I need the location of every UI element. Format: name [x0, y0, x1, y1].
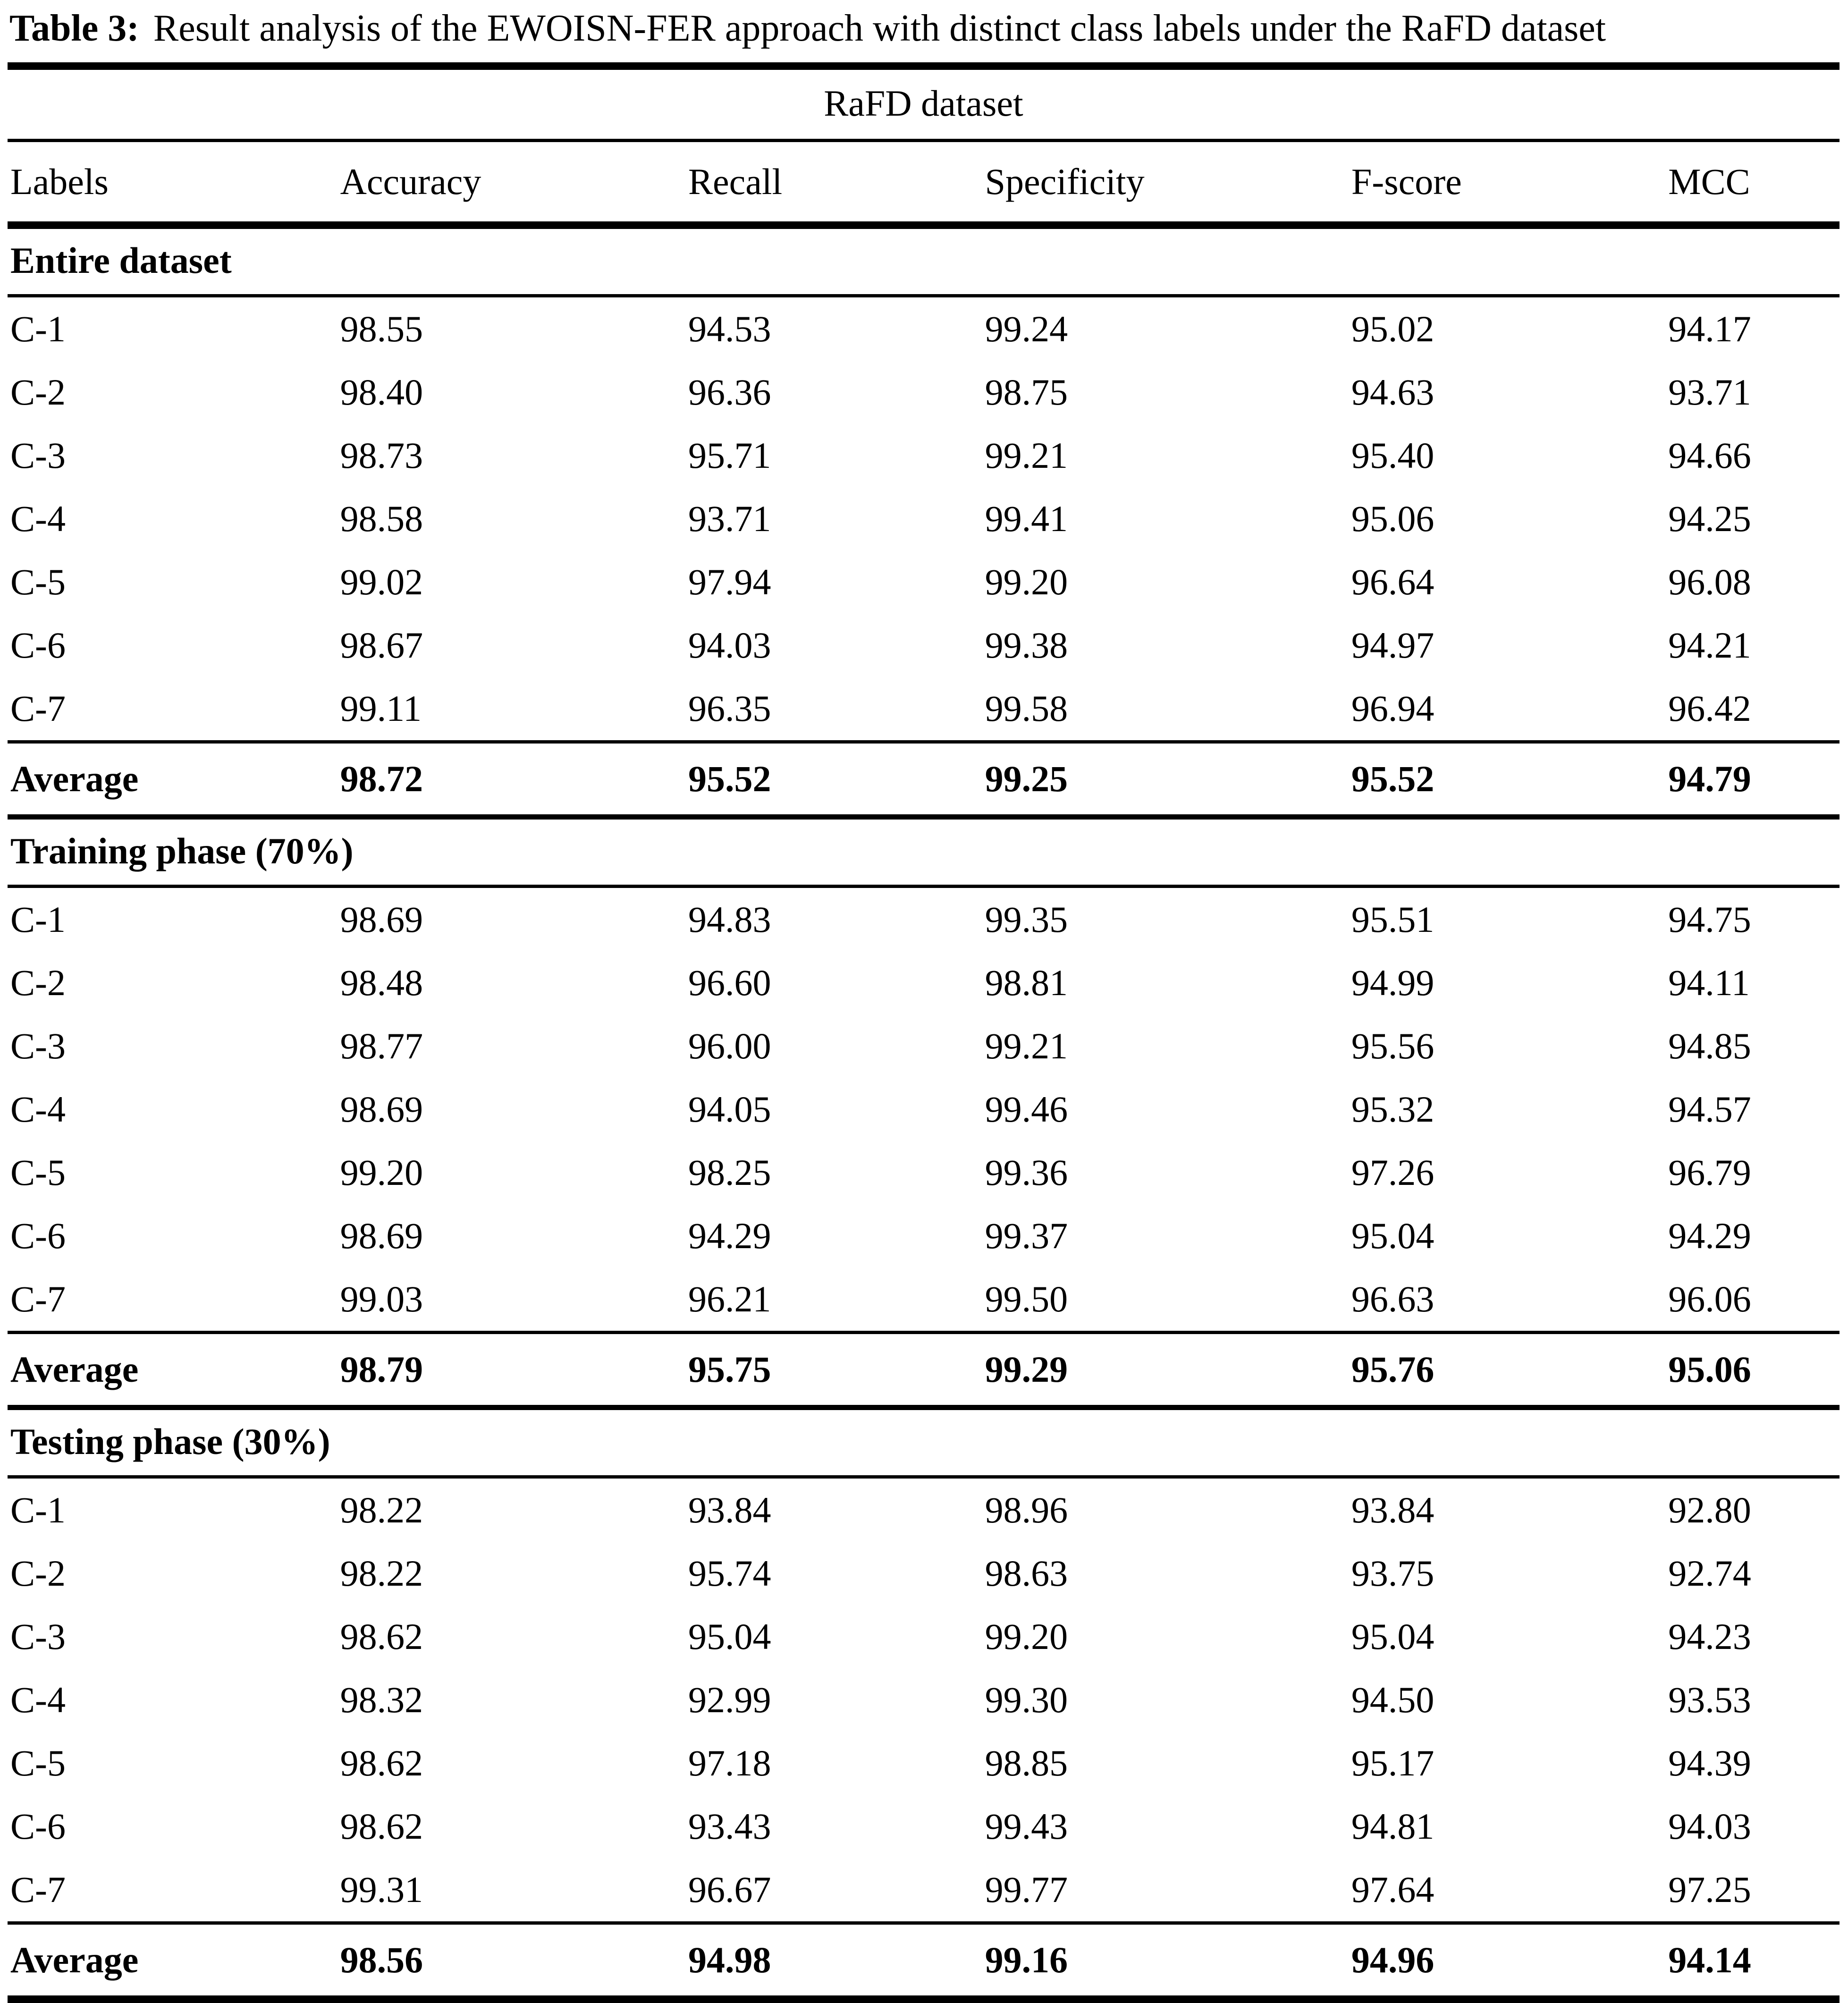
- row-label: C-6: [10, 625, 66, 666]
- cell-fscore: 94.50: [1351, 1679, 1435, 1720]
- cell-recall: 95.75: [688, 1349, 771, 1390]
- cell-specificity: 98.81: [985, 962, 1068, 1003]
- cell-recall: 96.67: [688, 1869, 771, 1910]
- cell-fscore: 95.04: [1351, 1616, 1435, 1657]
- cell-fscore: 95.76: [1351, 1349, 1435, 1390]
- table-row: [8, 1014, 1840, 1078]
- cell-fscore: 95.52: [1351, 758, 1435, 799]
- cell-mcc: 92.74: [1668, 1553, 1751, 1594]
- cell-fscore: 95.56: [1351, 1025, 1435, 1066]
- cell-specificity: 99.21: [985, 1025, 1068, 1066]
- cell-accuracy: 99.20: [340, 1152, 423, 1193]
- cell-accuracy: 98.55: [340, 308, 423, 349]
- cell-accuracy: 99.03: [340, 1278, 423, 1319]
- table-row: [8, 1479, 1840, 1542]
- table-row: [8, 888, 1840, 951]
- cell-mcc: 96.79: [1668, 1152, 1751, 1193]
- table-row: [8, 1668, 1840, 1732]
- section-header-rule: [8, 885, 1840, 888]
- cell-specificity: 99.20: [985, 1616, 1068, 1657]
- cell-specificity: 99.21: [985, 435, 1068, 476]
- column-header-labels: Labels: [10, 161, 109, 202]
- row-label: Average: [10, 1349, 139, 1390]
- cell-accuracy: 98.77: [340, 1025, 423, 1066]
- cell-recall: 94.83: [688, 899, 771, 940]
- cell-accuracy: 99.02: [340, 561, 423, 602]
- row-label: Average: [10, 1939, 139, 1980]
- cell-fscore: 96.94: [1351, 688, 1435, 729]
- cell-specificity: 99.25: [985, 758, 1068, 799]
- cell-recall: 93.84: [688, 1489, 771, 1530]
- row-label: C-1: [10, 1489, 66, 1530]
- cell-accuracy: 98.56: [340, 1939, 423, 1980]
- cell-specificity: 99.36: [985, 1152, 1068, 1193]
- row-label: C-2: [10, 962, 66, 1003]
- table-row: [8, 1605, 1840, 1668]
- column-header-specificity: Specificity: [985, 161, 1145, 202]
- cell-specificity: 98.63: [985, 1553, 1068, 1594]
- cell-recall: 94.03: [688, 625, 771, 666]
- cell-mcc: 93.71: [1668, 372, 1751, 413]
- cell-fscore: 95.06: [1351, 498, 1435, 539]
- cell-specificity: 99.35: [985, 899, 1068, 940]
- cell-fscore: 94.63: [1351, 372, 1435, 413]
- table-row: [8, 487, 1840, 550]
- cell-accuracy: 98.40: [340, 372, 423, 413]
- table-row: [8, 1268, 1840, 1331]
- cell-fscore: 97.64: [1351, 1869, 1435, 1910]
- row-label: C-6: [10, 1806, 66, 1847]
- cell-mcc: 96.08: [1668, 561, 1751, 602]
- row-label: C-5: [10, 1152, 66, 1193]
- cell-mcc: 97.25: [1668, 1869, 1751, 1910]
- row-label: C-3: [10, 1025, 66, 1066]
- section-header: Testing phase (30%): [10, 1421, 330, 1462]
- cell-accuracy: 98.22: [340, 1489, 423, 1530]
- column-header-fscore: F-score: [1351, 161, 1462, 202]
- row-label: C-5: [10, 1742, 66, 1783]
- cell-accuracy: 98.72: [340, 758, 423, 799]
- pre-average-rule: [8, 1331, 1840, 1334]
- row-label: C-3: [10, 435, 66, 476]
- table-row: [8, 1141, 1840, 1204]
- table-row: [8, 1204, 1840, 1268]
- cell-mcc: 94.57: [1668, 1089, 1751, 1130]
- row-label: C-1: [10, 308, 66, 349]
- row-label: C-7: [10, 1278, 66, 1319]
- cell-mcc: 95.06: [1668, 1349, 1751, 1390]
- section-divider-rule: [8, 1405, 1840, 1410]
- cell-recall: 97.18: [688, 1742, 771, 1783]
- cell-fscore: 95.32: [1351, 1089, 1435, 1130]
- cell-recall: 94.53: [688, 308, 771, 349]
- cell-mcc: 92.80: [1668, 1489, 1751, 1530]
- row-label: C-2: [10, 1553, 66, 1594]
- cell-mcc: 94.39: [1668, 1742, 1751, 1783]
- header-rule: [8, 221, 1840, 229]
- cell-accuracy: 98.22: [340, 1553, 423, 1594]
- column-header-recall: Recall: [688, 161, 783, 202]
- table-row: [8, 614, 1840, 677]
- row-label: C-7: [10, 688, 66, 729]
- table-row: [8, 1078, 1840, 1141]
- row-label: Average: [10, 758, 139, 799]
- pre-average-rule: [8, 1921, 1840, 1925]
- cell-mcc: 94.29: [1668, 1215, 1751, 1256]
- cell-mcc: 94.21: [1668, 625, 1751, 666]
- results-table: [8, 62, 1840, 2003]
- section-header-rule: [8, 1475, 1840, 1479]
- cell-mcc: 94.17: [1668, 308, 1751, 349]
- cell-accuracy: 98.73: [340, 435, 423, 476]
- cell-fscore: 96.64: [1351, 561, 1435, 602]
- table-row: [8, 1732, 1840, 1795]
- cell-accuracy: 98.79: [340, 1349, 423, 1390]
- average-row: [8, 1334, 1840, 1405]
- cell-mcc: 96.06: [1668, 1278, 1751, 1319]
- cell-mcc: 93.53: [1668, 1679, 1751, 1720]
- cell-accuracy: 98.62: [340, 1806, 423, 1847]
- table-row: [8, 951, 1840, 1014]
- top-rule: [8, 62, 1840, 70]
- cell-recall: 96.21: [688, 1278, 771, 1319]
- section-divider-rule: [8, 814, 1840, 820]
- cell-recall: 96.35: [688, 688, 771, 729]
- cell-accuracy: 99.31: [340, 1869, 423, 1910]
- cell-accuracy: 98.48: [340, 962, 423, 1003]
- cell-recall: 96.60: [688, 962, 771, 1003]
- cell-recall: 94.98: [688, 1939, 771, 1980]
- cell-mcc: 94.85: [1668, 1025, 1751, 1066]
- row-label: C-4: [10, 1679, 66, 1720]
- pre-average-rule: [8, 740, 1840, 744]
- row-label: C-4: [10, 498, 66, 539]
- table-row: [8, 361, 1840, 424]
- row-label: C-4: [10, 1089, 66, 1130]
- cell-specificity: 99.37: [985, 1215, 1068, 1256]
- section-header: Training phase (70%): [10, 830, 354, 871]
- cell-fscore: 97.26: [1351, 1152, 1435, 1193]
- cell-specificity: 99.30: [985, 1679, 1068, 1720]
- cell-mcc: 94.75: [1668, 899, 1751, 940]
- cell-fscore: 95.51: [1351, 899, 1435, 940]
- cell-accuracy: 98.62: [340, 1742, 423, 1783]
- row-label: C-7: [10, 1869, 66, 1910]
- cell-recall: 95.04: [688, 1616, 771, 1657]
- row-label: C-1: [10, 899, 66, 940]
- cell-accuracy: 98.62: [340, 1616, 423, 1657]
- cell-fscore: 95.40: [1351, 435, 1435, 476]
- cell-recall: 95.71: [688, 435, 771, 476]
- group-header-rule: [8, 139, 1840, 142]
- cell-specificity: 99.58: [985, 688, 1068, 729]
- cell-fscore: 93.84: [1351, 1489, 1435, 1530]
- cell-recall: 95.74: [688, 1553, 771, 1594]
- row-label: C-3: [10, 1616, 66, 1657]
- cell-fscore: 94.99: [1351, 962, 1435, 1003]
- cell-recall: 94.29: [688, 1215, 771, 1256]
- cell-specificity: 98.85: [985, 1742, 1068, 1783]
- table-body: [8, 229, 1840, 2003]
- cell-specificity: 98.75: [985, 372, 1068, 413]
- table-row: [8, 424, 1840, 487]
- cell-specificity: 99.50: [985, 1278, 1068, 1319]
- cell-mcc: 96.42: [1668, 688, 1751, 729]
- cell-specificity: 99.38: [985, 625, 1068, 666]
- table-row: [8, 297, 1840, 361]
- row-label: C-5: [10, 561, 66, 602]
- cell-accuracy: 99.11: [340, 688, 422, 729]
- cell-recall: 93.43: [688, 1806, 771, 1847]
- cell-accuracy: 98.58: [340, 498, 423, 539]
- cell-fscore: 94.96: [1351, 1939, 1435, 1980]
- cell-mcc: 94.11: [1668, 962, 1750, 1003]
- cell-accuracy: 98.69: [340, 899, 423, 940]
- cell-fscore: 94.97: [1351, 625, 1435, 666]
- cell-accuracy: 98.32: [340, 1679, 423, 1720]
- cell-specificity: 99.24: [985, 308, 1068, 349]
- cell-recall: 97.94: [688, 561, 771, 602]
- cell-mcc: 94.14: [1668, 1939, 1751, 1980]
- table-row: [8, 677, 1840, 740]
- cell-fscore: 94.81: [1351, 1806, 1435, 1847]
- table-row: [8, 1542, 1840, 1605]
- cell-mcc: 94.66: [1668, 435, 1751, 476]
- cell-recall: 94.05: [688, 1089, 771, 1130]
- cell-specificity: 99.29: [985, 1349, 1068, 1390]
- cell-fscore: 95.02: [1351, 308, 1435, 349]
- cell-specificity: 99.20: [985, 561, 1068, 602]
- cell-recall: 98.25: [688, 1152, 771, 1193]
- cell-fscore: 93.75: [1351, 1553, 1435, 1594]
- row-label: C-2: [10, 372, 66, 413]
- cell-mcc: 94.25: [1668, 498, 1751, 539]
- cell-specificity: 98.96: [985, 1489, 1068, 1530]
- column-header-accuracy: Accuracy: [340, 161, 481, 202]
- cell-specificity: 99.77: [985, 1869, 1068, 1910]
- section-header: Entire dataset: [10, 240, 232, 281]
- section-header-rule: [8, 294, 1840, 297]
- column-header-row: [8, 142, 1840, 221]
- table-row: [8, 550, 1840, 614]
- cell-accuracy: 98.69: [340, 1089, 423, 1130]
- average-row: [8, 744, 1840, 814]
- cell-accuracy: 98.69: [340, 1215, 423, 1256]
- cell-specificity: 99.41: [985, 498, 1068, 539]
- cell-fscore: 95.04: [1351, 1215, 1435, 1256]
- cell-recall: 96.00: [688, 1025, 771, 1066]
- row-label: C-6: [10, 1215, 66, 1256]
- column-header-mcc: MCC: [1668, 161, 1750, 202]
- table-row: [8, 1858, 1840, 1921]
- cell-mcc: 94.03: [1668, 1806, 1751, 1847]
- cell-recall: 93.71: [688, 498, 771, 539]
- cell-recall: 95.52: [688, 758, 771, 799]
- bottom-rule: [8, 1995, 1840, 2003]
- cell-accuracy: 98.67: [340, 625, 423, 666]
- cell-specificity: 99.46: [985, 1089, 1068, 1130]
- table-row: [8, 1795, 1840, 1858]
- cell-specificity: 99.16: [985, 1939, 1068, 1980]
- dataset-group-header: RaFD dataset: [824, 83, 1023, 124]
- cell-recall: 92.99: [688, 1679, 771, 1720]
- cell-mcc: 94.23: [1668, 1616, 1751, 1657]
- cell-fscore: 96.63: [1351, 1278, 1435, 1319]
- cell-specificity: 99.43: [985, 1806, 1068, 1847]
- table-caption-text: Result analysis of the EWOISN-FER approach with distinct class labels under the RaFD dataset: [153, 8, 1606, 49]
- table-caption: [8, 3, 1840, 62]
- table-number: Table 3:: [9, 8, 139, 49]
- average-row: [8, 1925, 1840, 1995]
- cell-fscore: 95.17: [1351, 1742, 1435, 1783]
- cell-mcc: 94.79: [1668, 758, 1751, 799]
- cell-recall: 96.36: [688, 372, 771, 413]
